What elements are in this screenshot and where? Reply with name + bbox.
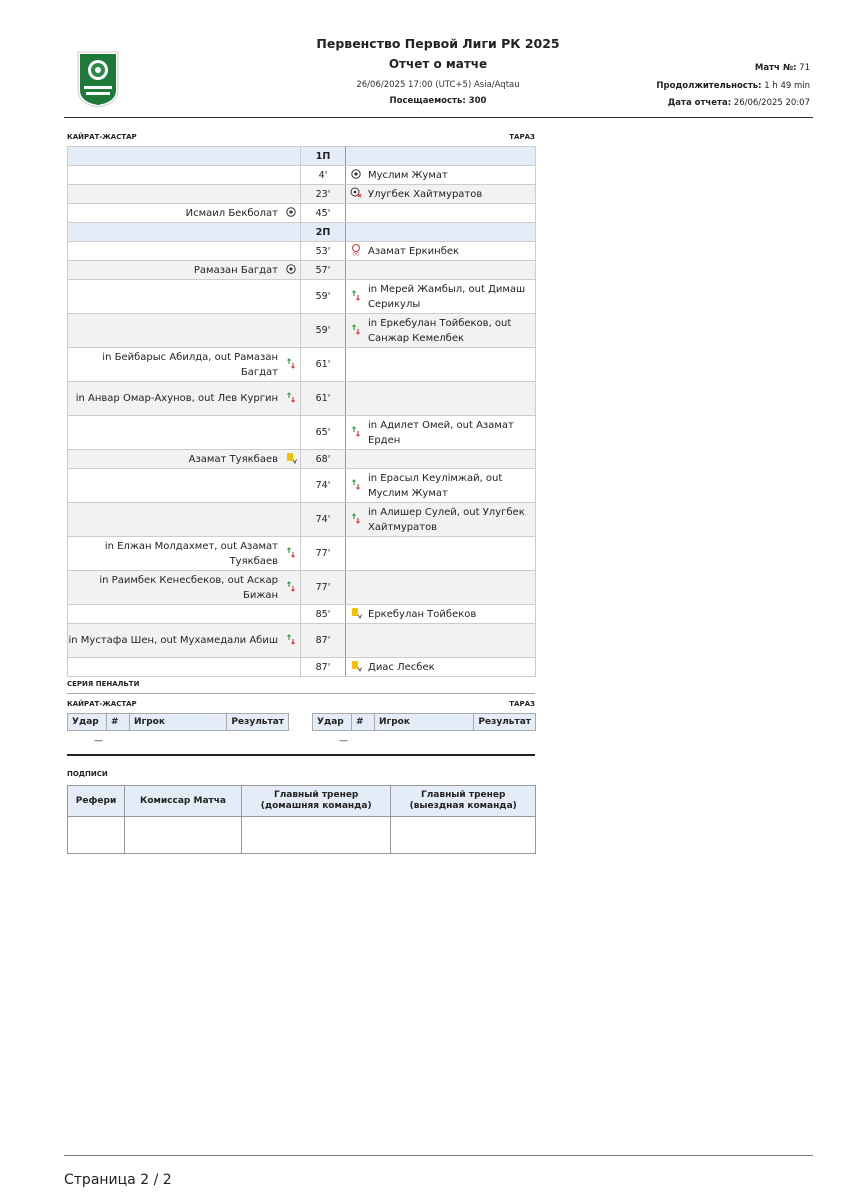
penalties-away-table: [312, 713, 536, 751]
event-minute: 57': [301, 261, 346, 280]
away-event-text: [366, 261, 536, 280]
sig-commissioner-header: Комиссар Матча: [125, 786, 242, 817]
away-event-text: [366, 382, 536, 416]
home-event-text: [68, 185, 283, 204]
away-event-text: in Алишер Сулей, out Улугбек Хайтмуратов: [366, 503, 536, 537]
sig-home-coach-cell[interactable]: [241, 817, 390, 854]
event-minute: 74': [301, 503, 346, 537]
event-row: [68, 314, 536, 348]
home-event-text: [68, 280, 283, 314]
event-row: [68, 382, 536, 416]
penalties-divider: [67, 693, 535, 694]
col-player: Игрок: [130, 714, 227, 731]
substitution-icon: [351, 513, 361, 527]
substitution-icon: [286, 634, 296, 648]
report-date: Дата отчета: 26/06/2025 20:07: [667, 98, 810, 108]
teams-row: [67, 133, 535, 141]
event-row: [68, 416, 536, 450]
event-row: [68, 261, 536, 280]
away-event-text: [366, 204, 536, 223]
substitution-icon: [286, 358, 296, 372]
own-goal-icon: [350, 244, 362, 259]
event-row: [68, 166, 536, 185]
away-event-text: [366, 348, 536, 382]
event-minute: 87': [301, 658, 346, 677]
match-duration: Продолжительность: 1 h 49 min: [656, 81, 810, 91]
home-event-text: [68, 166, 283, 185]
home-event-text: in Мустафа Шен, out Мухамедали Абиш: [68, 624, 283, 658]
substitution-icon: [286, 392, 296, 406]
col-number: #: [352, 714, 375, 731]
event-row: [68, 624, 536, 658]
svg-text:OG: OG: [352, 252, 360, 256]
event-minute: 77': [301, 537, 346, 571]
away-event-text: Азамат Еркинбек: [366, 242, 536, 261]
col-result: Результат: [227, 714, 289, 731]
home-event-text: [68, 416, 283, 450]
home-event-text: in Елжан Молдахмет, out Азамат Туякбаев: [68, 537, 283, 571]
away-event-text: in Адилет Омей, out Азамат Ерден: [366, 416, 536, 450]
signatures-section-label: ПОДПИСИ: [67, 770, 108, 778]
event-row: [68, 571, 536, 605]
events-table: [67, 146, 536, 677]
penalties-away-team: ТАРАЗ: [509, 700, 535, 708]
penalties-home-team: КАЙРАТ-ЖАСТАР: [67, 700, 137, 708]
away-event-text: [366, 537, 536, 571]
event-minute: 77': [301, 571, 346, 605]
event-minute: 87': [301, 624, 346, 658]
home-event-text: [68, 469, 283, 503]
col-number: #: [107, 714, 130, 731]
penalties-teams-row: [67, 700, 535, 708]
goal-icon: [286, 264, 296, 277]
event-minute: 68': [301, 450, 346, 469]
away-event-text: in Мерей Жамбыл, out Димаш Серикулы: [366, 280, 536, 314]
period-label: 2П: [301, 223, 346, 242]
event-minute: 65': [301, 416, 346, 450]
footer-divider: [64, 1155, 813, 1156]
report-subtitle: Отчет о матче: [388, 57, 488, 71]
event-row: [68, 658, 536, 677]
missed-penalty-icon: [350, 187, 362, 201]
event-minute: 23': [301, 185, 346, 204]
home-event-text: in Анвар Омар-Ахунов, out Лев Кургин: [68, 382, 283, 416]
home-event-text: in Бейбарыс Абилда, out Рамазан Багдат: [68, 348, 283, 382]
home-event-text: in Раимбек Кенесбеков, out Аскар Бижан: [68, 571, 283, 605]
away-event-text: [366, 571, 536, 605]
sig-home-coach-header: Главный тренер (домашняя команда): [241, 786, 390, 817]
event-row: [68, 204, 536, 223]
page-title: Первенство Первой Лиги РК 2025: [316, 36, 560, 51]
goal-icon: [286, 207, 296, 220]
goal-icon: [351, 169, 361, 182]
away-event-text: in Ерасыл Кеулімжай, out Муслим Жумат: [366, 469, 536, 503]
substitution-icon: [286, 581, 296, 595]
home-event-text: Исмаил Бекболат: [68, 204, 283, 223]
away-event-text: Еркебулан Тойбеков: [366, 605, 536, 624]
event-minute: 53': [301, 242, 346, 261]
sig-referee-header: Рефери: [68, 786, 125, 817]
period-row: [68, 223, 536, 242]
away-event-text: Улугбек Хайтмуратов: [366, 185, 536, 204]
away-event-text: [366, 450, 536, 469]
penalties-home-empty: —: [94, 736, 103, 746]
page-number: Страница 2 / 2: [64, 1172, 172, 1188]
period-row: [68, 147, 536, 166]
yellow-card-icon: [351, 660, 362, 675]
event-minute: 61': [301, 348, 346, 382]
penalties-section-label: СЕРИЯ ПЕНАЛЬТИ: [67, 680, 140, 688]
event-row: [68, 348, 536, 382]
event-row: [68, 280, 536, 314]
away-event-text: Диас Лесбек: [366, 658, 536, 677]
home-event-text: Рамазан Багдат: [68, 261, 283, 280]
substitution-icon: [351, 479, 361, 493]
event-row: [68, 242, 536, 261]
penalties-home-table: [67, 713, 289, 751]
home-event-text: [68, 658, 283, 677]
event-row: [68, 450, 536, 469]
match-datetime: 26/06/2025 17:00 (UTC+5) Asia/Aqtau: [356, 80, 520, 90]
substitution-icon: [351, 426, 361, 440]
home-event-text: [68, 242, 283, 261]
sig-away-coach-cell[interactable]: [391, 817, 536, 854]
sig-referee-cell[interactable]: [68, 817, 125, 854]
yellow-card-icon: [351, 607, 362, 622]
away-event-text: [366, 624, 536, 658]
home-event-text: [68, 503, 283, 537]
event-row: [68, 605, 536, 624]
away-event-text: Муслим Жумат: [366, 166, 536, 185]
away-team-name: ТАРАЗ: [509, 133, 535, 141]
event-row: [68, 503, 536, 537]
event-row: [68, 537, 536, 571]
substitution-icon: [351, 290, 361, 304]
col-player: Игрок: [375, 714, 474, 731]
header-divider: [64, 117, 813, 118]
penalties-away-empty: —: [339, 736, 348, 746]
home-event-text: [68, 605, 283, 624]
home-event-text: Азамат Туякбаев: [68, 450, 283, 469]
event-row: [68, 469, 536, 503]
attendance: Посещаемость: 300: [389, 96, 487, 106]
event-minute: 61': [301, 382, 346, 416]
away-event-text: in Еркебулан Тойбеков, out Санжар Кемелбек: [366, 314, 536, 348]
col-result: Результат: [474, 714, 536, 731]
yellow-card-icon: [286, 452, 297, 467]
signatures-table: [67, 785, 536, 854]
event-minute: 74': [301, 469, 346, 503]
sig-commissioner-cell[interactable]: [125, 817, 242, 854]
report-header: [0, 0, 848, 120]
event-row: [68, 185, 536, 204]
substitution-icon: [286, 547, 296, 561]
penalties-bottom-divider: [67, 754, 535, 756]
sig-away-coach-header: Главный тренер (выездная команда): [391, 786, 536, 817]
substitution-icon: [351, 324, 361, 338]
col-shot: Удар: [313, 714, 352, 731]
match-number: Матч №: 71: [754, 63, 810, 73]
event-minute: 4': [301, 166, 346, 185]
col-shot: Удар: [68, 714, 107, 731]
event-minute: 45': [301, 204, 346, 223]
home-event-text: [68, 314, 283, 348]
event-minute: 85': [301, 605, 346, 624]
period-label: 1П: [301, 147, 346, 166]
home-team-name: КАЙРАТ-ЖАСТАР: [67, 133, 137, 141]
event-minute: 59': [301, 314, 346, 348]
event-minute: 59': [301, 280, 346, 314]
